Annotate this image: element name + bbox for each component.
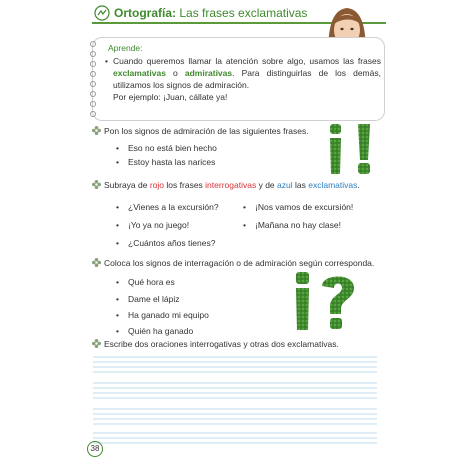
grass-exclamation-marks [322,124,382,174]
flower-icon [92,339,101,348]
list-item: • ¿Vienes a la excursión? [116,202,219,212]
list-item: • Estoy hasta las narices [116,157,216,167]
list-item: • Eso no está bien hecho [116,143,217,153]
activity-4-instruction [92,339,339,349]
list-item: • ¡Yo ya no juego! [116,220,190,230]
flower-icon [92,258,101,267]
ruled-writing-area[interactable] [93,353,377,445]
activity-2-instruction: Subraya de rojo los frases interrogativas y de azul las exclamativas. [92,180,360,190]
binder-rings [89,40,97,118]
title-label: Ortografía: [114,6,177,20]
aprende-bold-1: exclamativas [113,68,166,78]
aprende-text-3: . Para distinguirlas de los demás, utilizamos los signos de admiración. [113,68,381,90]
list-item: • Ha ganado mi equipo [116,310,209,320]
aprende-text [105,55,381,103]
title-subtitle: Las frases exclamativas [179,6,308,20]
page-title [114,6,307,20]
page-number: 38 [87,441,103,457]
activity-3-instruction [92,258,374,268]
flower-icon [92,126,101,135]
activity-4-text: Escribe dos oraciones interrogativas y otras dos exclamativas. [104,339,339,349]
activity-3-text: Coloca los signos de interragación o de admiración según corresponda. [104,258,375,268]
list-item: • ¡Nos vamos de excursión! [243,202,354,212]
list-item: • Dame el lápiz [116,294,180,304]
logo-icon [94,5,110,21]
list-item: • Quién ha ganado [116,326,194,336]
flower-icon [92,180,101,189]
grass-question-exclamation-marks [290,272,360,330]
list-item: • Qué hora es [116,277,175,287]
bullet: • [105,56,108,66]
list-item: • ¡Mañana no hay clase! [243,220,341,230]
aprende-text-1: Cuando queremos llamar la atención sobre algo, usamos las frases [113,56,381,66]
aprende-text-2: o [173,68,178,78]
activity-1-instruction [92,126,309,136]
aprende-label: Aprende: [108,43,143,53]
aprende-bold-2: admirativas [184,68,233,78]
activity-1-text: Pon los signos de admiración de las siguientes frases. [104,126,309,136]
list-item: • ¿Cuántos años tienes? [116,238,216,248]
aprende-example: Por ejemplo: ¡Juan, cállate ya! [113,92,228,102]
